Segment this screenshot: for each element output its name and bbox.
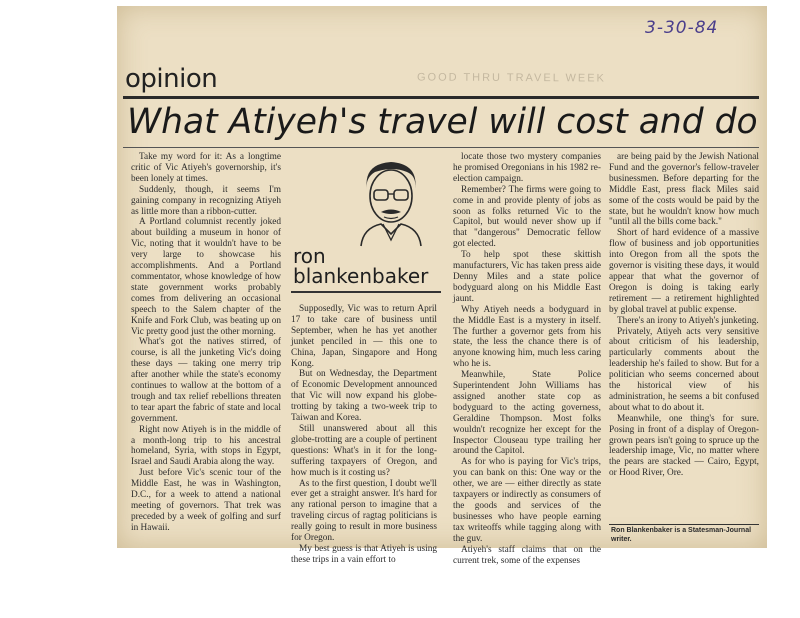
author-rule (291, 291, 441, 293)
paragraph: But on Wednesday, the Department of Economic Development announced that Vic will now expand his globe-trotting by taking a two-week trip to Taiwan and Korea. (291, 369, 437, 424)
paragraph: Remember? The firms were going to come in and provide plenty of jobs as soon as folks returned Vic to the Capitol, but would never show up if that "dangerous" Democratic fellow got elected. (453, 184, 601, 250)
paragraph: Why Atiyeh needs a bodyguard in the Middle East is a mystery in itself. The further a governor gets from his state, the less the chance there is of anyone knowing him, much less caring who he is. (453, 304, 601, 370)
paragraph: Short of hard evidence of a massive flow of business and job opportunities into Oregon from all the spots the governor is visiting these days, it would appear that what the governor of Oregon is doing is taking early retirement — a retirement highlighted by global travel at public expense. (609, 228, 759, 315)
headline: What Atiyeh's travel will cost and do (127, 102, 758, 142)
paragraph: locate those two mystery companies he promised Oregonians in his 1982 re-election campaign. (453, 152, 601, 184)
paragraph: A Portland columnist recently joked about building a museum in honor of Vic, noting that it wouldn't have to be very large to showcase his accomplishments. And a Portland commentator, whose knowledge of how state government works probably comes from delivering an occasional speech to the Salem chapter of the Knife and Fork Club, was beating up on Vic pretty good just the other morning. (131, 217, 281, 337)
paragraph: Suddenly, though, it seems I'm gaining company in recognizing Atiyeh as little more than a ribbon-cutter. (131, 184, 281, 217)
paragraph: Take my word for it: As a longtime critic of Vic Atiyeh's governorship, it's been lonely at times. (131, 152, 281, 184)
paragraph: Atiyeh's staff claims that on the current trek, some of the expenses (453, 544, 601, 566)
headline-rule (123, 147, 759, 148)
article-column-4 (609, 152, 759, 479)
author-portrait (353, 156, 429, 246)
paragraph: Supposedly, Vic was to return April 17 to take care of business until September, when he has yet another junket penciled in — this one to China, Japan, Singapore and Hong Kong. (291, 304, 437, 369)
paragraph: Still unanswered about all this globe-trotting are a couple of pertinent questions: What's in it for the long-suffering taxpayers of Oregon, and how much is it costing us? (291, 423, 437, 478)
newspaper-clipping (117, 6, 767, 566)
article-column-1 (131, 152, 281, 534)
paragraph: are being paid by the Jewish National Fund and the governor's fellow-traveler businessmen. Before departing for the Middle East, press flack Miles said some of the costs would be paid by the state, but he wouldn't know how much "until all the bills come back." (609, 152, 759, 228)
paragraph: As to the first question, I doubt we'll ever get a straight answer. It's hard for any rational person to imagine that a traveling circus of ragtag politicians is really going to result in more business for Oregon. (291, 478, 437, 544)
article-column-3 (453, 152, 601, 566)
paragraph: What's got the natives stirred, of course, is all the junketing Vic's doing these days — taking one merry trip after another while the state's economy continues to wallow at the bottom of a trough and tax relief rebellions threaten to tear apart the fabric of state and local government. (131, 337, 281, 424)
paragraph: As for who is paying for Vic's trips, you can bank on this: One way or the other, we are — either directly as state taxpayers or indirectly as consumers of the goods and services of the businesses who have people earning tax writeoffs while tagging along with the guv. (453, 457, 601, 544)
bleed-through-text: GOOD THRU TRAVEL WEEK (416, 71, 606, 85)
paragraph: Meanwhile, one thing's for sure. Posing in front of a display of Oregon-grown pears isn't going to spruce up the leadership image, Vic, no matter where the pears are stacked — Cairo, Egypt, or Hood River, Ore. (609, 413, 759, 479)
section-label: opinion (125, 64, 218, 94)
paragraph: To help spot these skittish manufacturers, Vic has taken press aide Denny Miles and a state police bodyguard along on his Middle East jaunt. (453, 250, 601, 304)
paragraph: Meanwhile, State Police Superintendent John Williams has assigned another state cop as bodyguard to the acting governess, Geraldine Thompson. Most folks wouldn't recognize her except for the Inspector Clouseau type trailing her around the Capitol. (453, 370, 601, 457)
paragraph: My best guess is that Atiyeh is using these trips in a vain effort to (291, 543, 437, 565)
paragraph: Just before Vic's scenic tour of the Middle East, he was in Washington, D.C., for a week to attend a national meeting of governors. That trek was preceded by a week of golfing and surf in Hawaii. (131, 468, 281, 533)
paragraph: Right now Atiyeh is in the middle of a month-long trip to his ancestral homeland, Syria, with stops in Egypt, Israel and Saudi Arabia along the way. (131, 424, 281, 468)
author-last-name: blankenbaker (293, 264, 429, 288)
paragraph: There's an irony to Atiyeh's junketing. (617, 315, 759, 326)
handwritten-date: 3-30-84 (645, 18, 719, 38)
tagline-rule (609, 524, 759, 525)
article-column-2 (291, 304, 437, 566)
paragraph: Privately, Atiyeh acts very sensitive about criticism of his leadership, particularly comments about the leadership he's failed to show. But for a politician who seems concerned about the historical view of his administration, he seems a bit confused about what to do about it. (609, 326, 759, 413)
author-first-name: ron (293, 244, 326, 268)
author-tagline: Ron Blankenbaker is a Statesman-Journal writer. (611, 527, 752, 543)
section-rule (123, 96, 759, 99)
